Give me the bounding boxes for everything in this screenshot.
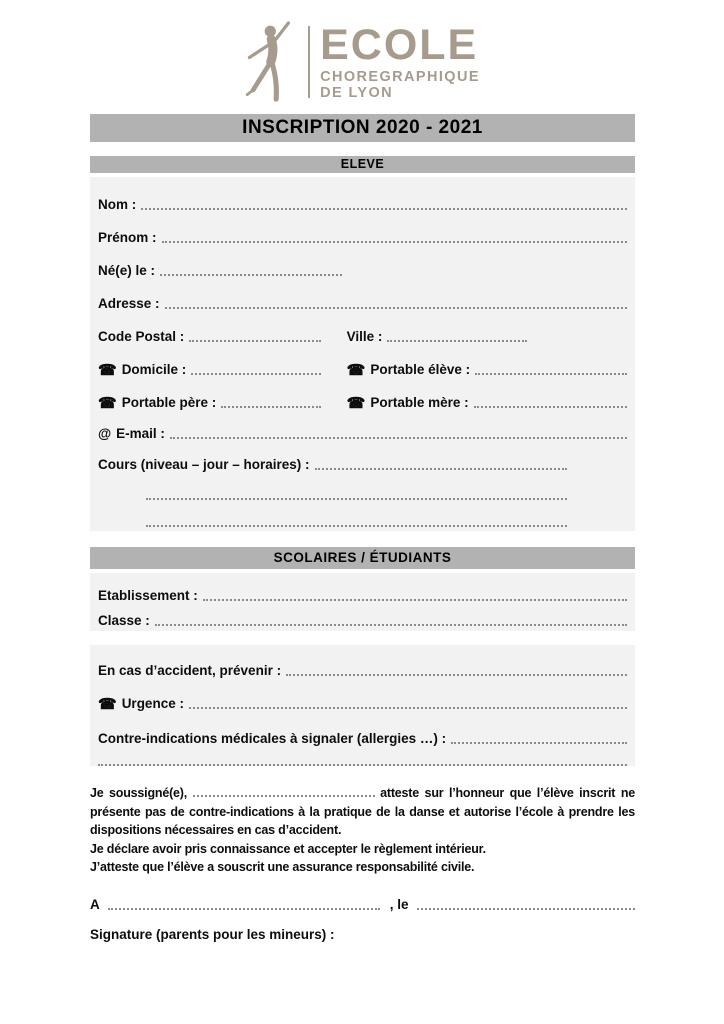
nom-write-line	[141, 208, 627, 210]
portable-eleve-field	[347, 362, 627, 378]
school-logo	[0, 0, 724, 108]
nom-label: Nom :	[98, 197, 137, 212]
portable-eleve-label: Portable élève :	[370, 362, 471, 377]
field-row-classe	[98, 604, 627, 629]
accident-label: En cas d’accident, prévenir :	[98, 663, 282, 678]
place-date-row	[90, 893, 635, 913]
logo-text	[320, 20, 480, 101]
ne-le-label: Né(e) le :	[98, 263, 156, 278]
dancer-icon	[244, 20, 302, 104]
adresse-label: Adresse :	[98, 296, 160, 311]
cours-extra-line-row	[98, 503, 627, 530]
contre-indications-write-line-1	[451, 742, 627, 744]
field-row-cp-ville	[98, 312, 627, 345]
form-sheet	[90, 114, 635, 942]
ville-write-line	[387, 340, 527, 342]
portable-mere-field	[347, 395, 627, 411]
soussigne-write-line	[193, 782, 375, 797]
contre-indications-extra-line-row	[98, 747, 627, 769]
section-eleve	[90, 177, 635, 531]
date-label: , le	[389, 896, 409, 912]
etablissement-label: Etablissement :	[98, 588, 198, 603]
phone-icon: ☎	[346, 362, 366, 379]
prenom-label: Prénom :	[98, 230, 157, 245]
ne-le-write-line	[160, 274, 342, 276]
field-row-cours	[98, 442, 627, 473]
logo-subtitle-2: DE LYON	[320, 85, 394, 101]
declaration-intro: Je soussigné(e),	[90, 786, 188, 800]
field-row-nom	[98, 185, 627, 213]
prenom-write-line	[162, 241, 627, 243]
contre-indications-write-line-2	[98, 764, 627, 766]
portable-pere-write-line	[221, 406, 320, 408]
cours-write-line-1	[315, 468, 567, 470]
declaration-suite: atteste sur l’honneur que l’élève inscrit ne présente pas de contre-indications à la pratique de la danse et autorise l’école à prendre les dispositions nécessaires en cas d’accident.	[90, 786, 636, 837]
classe-label: Classe :	[98, 613, 150, 628]
cours-write-line-3	[146, 525, 567, 527]
declaration-main	[90, 782, 635, 840]
code-postal-field	[98, 329, 347, 345]
portable-pere-field	[98, 395, 347, 411]
classe-write-line	[155, 624, 627, 626]
phone-icon: ☎	[346, 395, 366, 412]
field-row-ne-le	[98, 246, 627, 279]
field-row-adresse	[98, 279, 627, 312]
field-row-etablissement	[98, 579, 627, 604]
logo-title: ECOLE	[320, 20, 479, 69]
date-write-line	[417, 908, 635, 910]
ville-field	[347, 329, 627, 345]
section-scolaires	[90, 573, 635, 631]
cours-label: Cours (niveau – jour – horaires) :	[98, 457, 310, 472]
domicile-field	[98, 362, 347, 378]
field-row-contre-indications	[98, 712, 627, 747]
place-write-line	[108, 908, 380, 910]
code-postal-write-line	[189, 340, 320, 342]
field-row-prenom	[98, 213, 627, 246]
field-row-urgence	[98, 679, 627, 712]
signature-label: Signature (parents pour les mineurs) :	[90, 926, 335, 942]
portable-mere-label: Portable mère :	[370, 395, 469, 410]
at-icon: @	[98, 426, 112, 441]
declaration-line-3: J’atteste que l’élève a souscrit une assurance responsabilité civile.	[90, 860, 475, 874]
email-label: E-mail :	[116, 426, 165, 441]
declaration-line-2: Je déclare avoir pris connaissance et accepter le règlement intérieur.	[90, 841, 486, 856]
adresse-write-line	[165, 307, 627, 309]
code-postal-label: Code Postal :	[98, 329, 185, 344]
logo-divider	[308, 26, 310, 98]
field-row-email	[98, 411, 627, 442]
portable-mere-write-line	[474, 406, 627, 408]
form-title-banner: INSCRIPTION 2020 - 2021	[90, 114, 635, 142]
urgence-label: Urgence :	[121, 696, 184, 711]
section-header-eleve: ELEVE	[90, 156, 635, 173]
section-urgence	[90, 645, 635, 766]
urgence-write-line	[189, 707, 627, 709]
phone-icon: ☎	[98, 362, 117, 379]
field-row-telephones-2	[98, 378, 627, 411]
logo-subtitle: CHOREGRAPHIQUE	[320, 68, 480, 85]
email-write-line	[170, 437, 627, 439]
portable-pere-label: Portable père :	[121, 395, 217, 410]
accident-write-line	[286, 674, 627, 676]
phone-icon: ☎	[98, 395, 117, 412]
section-header-scolaires: SCOLAIRES / ÉTUDIANTS	[90, 547, 635, 569]
place-label: A	[90, 896, 100, 912]
phone-icon: ☎	[98, 696, 117, 713]
ville-label: Ville :	[346, 329, 383, 344]
domicile-write-line	[191, 373, 320, 375]
domicile-label: Domicile :	[121, 362, 187, 377]
contre-indications-label: Contre-indications médicales à signaler (allergies …) :	[98, 731, 447, 746]
portable-eleve-write-line	[475, 373, 627, 375]
cours-write-line-2	[146, 498, 567, 500]
field-row-telephones-1	[98, 345, 627, 378]
field-row-accident	[98, 649, 627, 679]
cours-extra-line-row	[98, 473, 627, 503]
declaration-paragraph	[90, 782, 635, 877]
etablissement-write-line	[203, 599, 627, 601]
